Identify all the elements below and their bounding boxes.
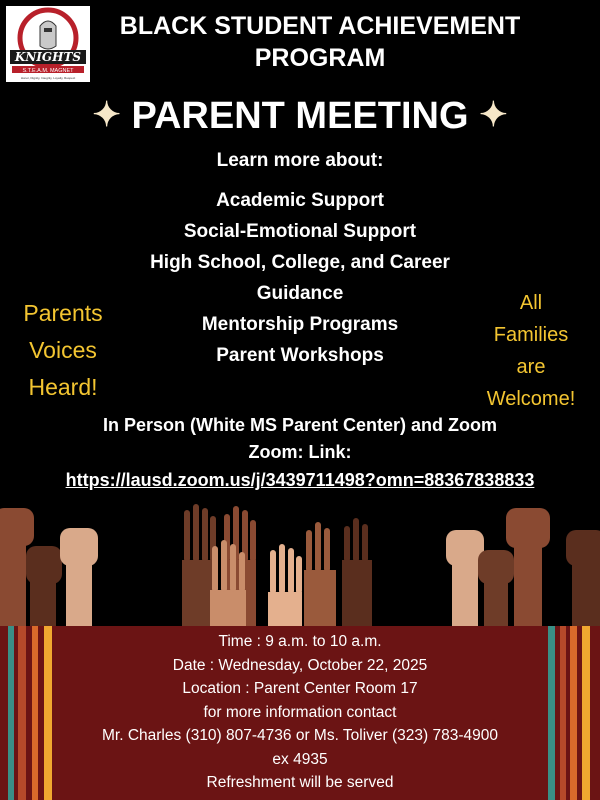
contact-line: Mr. Charles (310) 807-4736 or Ms. Toliver (323) 783-4900 [101,727,499,744]
side-left-line: Heard! [28,374,98,400]
side-right-line: Welcome! [486,388,576,410]
zoom-link[interactable]: https://lausd.zoom.us/j/3439711498?omn=88367838833 [65,470,535,490]
parents-voices-text [8,295,118,406]
meeting-title: PARENT MEETING [131,95,469,137]
topic-item: Mentorship Programs [201,314,399,335]
location-line: In Person (White MS Parent Center) and Zoom [102,415,498,435]
topic-item: Parent Workshops [216,345,384,366]
logo-subtitle: S.T.E.A.M. MAGNET [22,68,74,74]
hand-icon [60,528,98,628]
date-line: Date : Wednesday, October 22, 2025 [172,656,428,674]
raised-hands-illustration [0,500,600,628]
decor-stripe [44,626,52,800]
hand-icon [26,546,62,628]
logo-name: KNIGHTS [14,50,82,64]
title-line-2: PROGRAM [254,44,386,72]
decor-stripe [582,626,590,800]
sparkle-icon: ✦ [479,96,508,134]
decor-stripe [32,626,38,800]
sparkle-icon: ✦ [92,96,121,134]
side-right-line: are [516,356,546,378]
decor-stripe [560,626,566,800]
topic-list [110,185,490,371]
side-right-line: Families [493,324,569,346]
event-details [60,630,540,795]
side-left-line: Voices [29,337,97,363]
decor-stripe [18,626,26,800]
hand-icon [566,530,600,628]
refreshment-line: Refreshment will be served [206,774,394,791]
hand-icon [304,522,336,628]
location-info [0,412,600,466]
hand-icon [342,518,372,628]
topic-item: High School, College, and Career [150,252,450,273]
topic-item: Guidance [256,283,344,304]
topic-item: Academic Support [216,190,384,211]
school-logo [6,6,90,82]
hand-icon [446,530,484,628]
contact-extension: ex 4935 [272,750,328,768]
families-welcome-text [470,287,592,415]
decor-stripe [548,626,555,800]
meeting-heading [0,92,600,139]
time-line: Time : 9 a.m. to 10 a.m. [218,633,382,650]
side-left-line: Parents [23,300,103,326]
learn-heading: Learn more about: [216,150,384,171]
hand-icon [268,544,302,628]
decor-stripe [570,626,577,800]
title-line-1: BLACK STUDENT ACHIEVEMENT [119,12,521,40]
hand-icon [478,550,514,628]
zoom-label: Zoom: Link: [248,442,352,462]
page-title [100,10,540,74]
topic-item: Social-Emotional Support [183,221,417,242]
logo-motto: Honor, Dignity, Integrity, Loyalty, Respect [20,76,76,80]
location-room-line: Location : Parent Center Room 17 [182,680,418,697]
side-right-line: All [519,292,543,314]
decor-stripe [8,626,14,800]
contact-heading: for more information contact [203,703,397,721]
